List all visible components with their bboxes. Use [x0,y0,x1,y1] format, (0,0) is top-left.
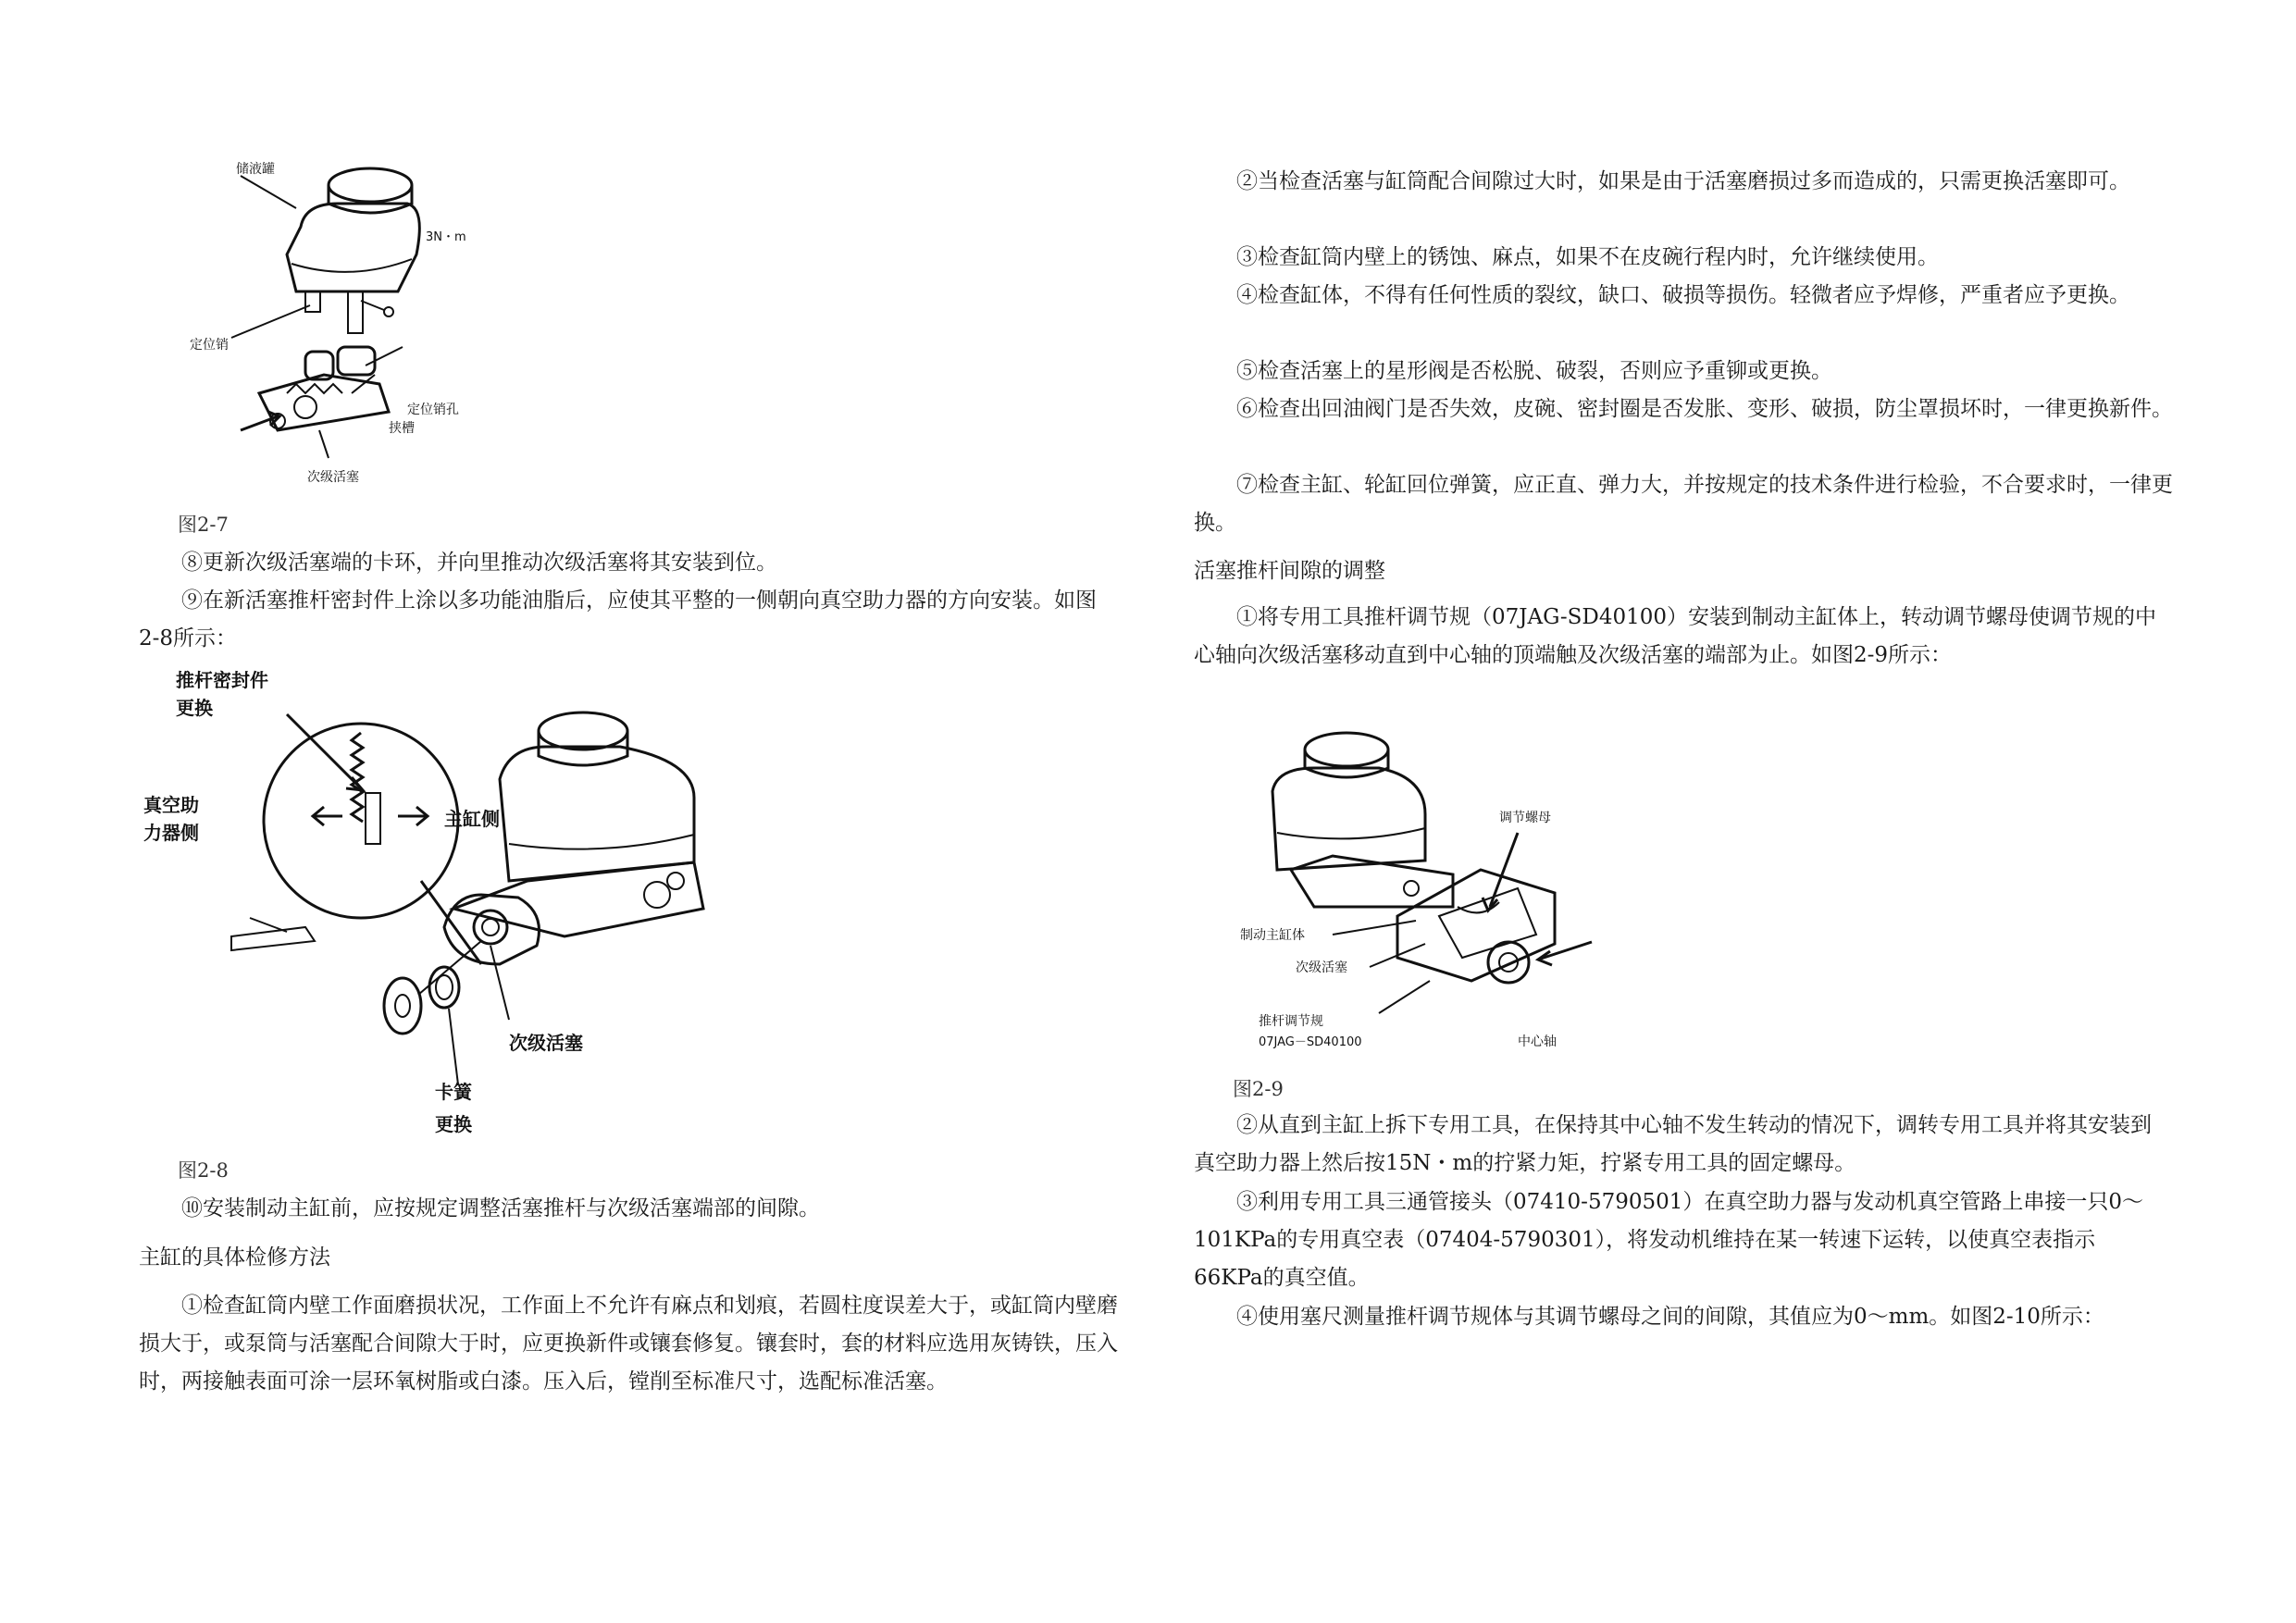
label-master-cylinder-side: 主缸侧 [444,808,500,830]
label-tool-number: 07JAG－SD40100 [1259,1035,1362,1049]
adjustment-gauge-diagram-2-9 [1240,722,1703,1064]
seal-installation-diagram-2-8 [143,659,879,1140]
paragraph-adjustment-4: ④使用塞尺测量推杆调节规体与其调节螺母之间的间隙，其值应为0～mm。如图2-10所示： [1236,1305,2104,1329]
label-secondary-piston-2: 次级活塞 [509,1032,583,1054]
paragraph-inspection-7: ⑦检查主缸、轮缸回位弹簧，应正直、弹力大，并按规定的技术条件进行检验，不合要求时，一律更换。 [1194,473,2173,535]
label-torque: 3N・m [426,230,466,244]
figure-2-9-caption: 图2-9 [1233,1078,1284,1100]
figure-2-9 [1240,722,1703,1064]
label-circlip: 卡簧 [435,1081,472,1103]
label-pushrod-gauge: 推杆调节规 [1259,1014,1323,1029]
label-vacuum-booster-2: 力器侧 [143,822,199,844]
label-pushrod-seal: 推杆密封件 [176,669,268,691]
label-secondary-piston-3: 次级活塞 [1296,960,1347,975]
label-master-cylinder-body: 制动主缸体 [1240,928,1305,943]
figure-2-7 [139,153,583,495]
label-replace-2: 更换 [435,1113,472,1135]
paragraph-step-9: ⑨在新活塞推杆密封件上涂以多功能油脂后，应使其平整的一侧朝向真空助力器的方向安装。如图2-8所示： [139,588,1097,650]
paragraph-adjustment-2: ②从直到主缸上拆下专用工具，在保持其中心轴不发生转动的情况下，调转专用工具并将其安装到真空助力器上然后按15N・m的拧紧力矩，拧紧专用工具的固定螺母。 [1194,1113,2152,1175]
paragraph-inspection-6: ⑥检查出回油阀门是否失效，皮碗、密封圈是否发胀、变形、破损，防尘罩损坏时，一律更换新件。 [1236,397,2173,421]
label-replace-1: 更换 [176,697,213,719]
paragraph-inspection-4: ④检查缸体，不得有任何性质的裂纹，缺口、破损等损伤。轻微者应予焊修，严重者应予更换。 [1236,283,2130,307]
label-adjust-nut: 调节螺母 [1499,811,1551,825]
paragraph-adjustment-3: ③利用专用工具三通管接头（07410-5790501）在真空助力器与发动机真空管路上串接一只0～101KPa的专用真空表（07404-5790301），将发动机维持在某一转速下运转，以使真空表指示66KPa的真空值。 [1194,1190,2144,1290]
paragraph-inspection-1: ①检查缸筒内壁工作面磨损状况，工作面上不允许有麻点和划痕，若圆柱度误差大于，或缸筒内壁磨损大于，或泵筒与活塞配合间隙大于时，应更换新件或镶套修复。镶套时，套的材料应选用灰铸铁，压入时，两接触表面可涂一层环氧树脂或白漆。压入后，镗削至标准尺寸，选配标准活塞。 [139,1294,1118,1394]
label-secondary-piston: 次级活塞 [307,470,359,485]
paragraph-step-10: ⑩安装制动主缸前，应按规定调整活塞推杆与次级活塞端部的间隙。 [181,1196,820,1220]
paragraph-inspection-5: ⑤检查活塞上的星形阀是否松脱、破裂，否则应予重铆或更换。 [1236,359,1832,383]
figure-2-8 [143,659,879,1140]
label-locating-pin: 定位销 [190,338,229,353]
label-vacuum-booster-1: 真空助 [143,794,199,816]
figure-2-7-caption: 图2-7 [178,514,229,536]
paragraph-step-8: ⑧更新次级活塞端的卡环，并向里推动次级活塞将其安装到位。 [181,551,777,575]
label-reservoir: 储液罐 [236,162,275,177]
figure-2-8-caption: 图2-8 [178,1159,229,1182]
master-cylinder-diagram-2-7 [139,153,583,495]
section-heading-adjustment: 活塞推杆间隙的调整 [1194,559,1385,583]
paragraph-inspection-3: ③检查缸筒内壁上的锈蚀、麻点，如果不在皮碗行程内时，允许继续使用。 [1236,245,1939,269]
label-pin-hole: 定位销孔 [407,403,459,417]
label-center-shaft: 中心轴 [1518,1035,1557,1049]
paragraph-inspection-2: ②当检查活塞与缸筒配合间隙过大时，如果是由于活塞磨损过多而造成的，只需更换活塞即可。 [1236,169,2130,193]
label-groove: 挟槽 [389,421,415,436]
paragraph-adjustment-1: ①将专用工具推杆调节规（07JAG-SD40100）安装到制动主缸体上，转动调节螺母使调节规的中心轴向次级活塞移动直到中心轴的顶端触及次级活塞的端部为止。如图2-9所示： [1194,605,2157,667]
section-heading-inspection: 主缸的具体检修方法 [139,1245,330,1270]
